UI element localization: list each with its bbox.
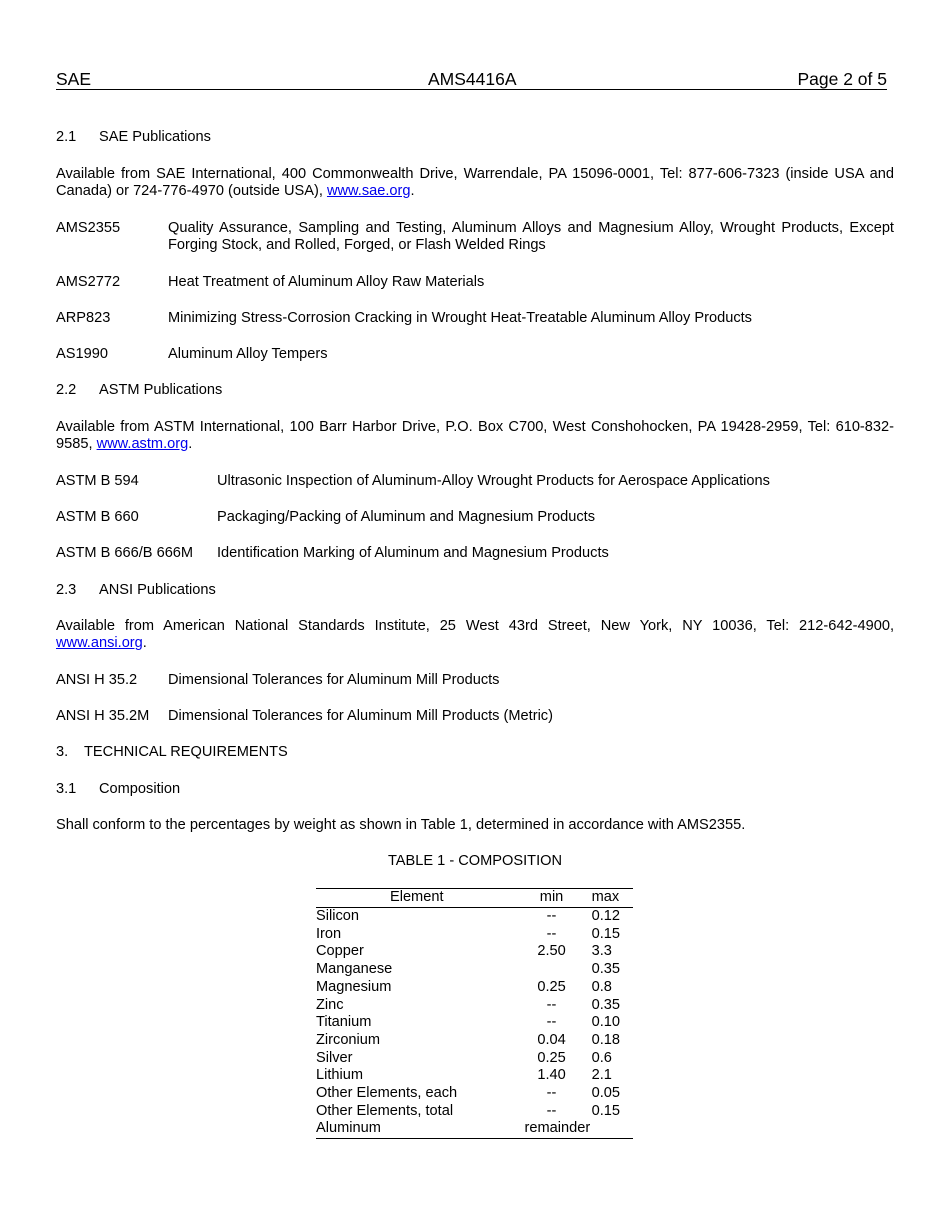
reference-code: ANSI H 35.2M	[56, 708, 150, 724]
min-cell: --	[546, 1102, 557, 1119]
table-row-aluminum	[316, 1120, 633, 1138]
reference-description: Packaging/Packing of Aluminum and Magnesium Products	[217, 509, 596, 525]
section-2-2-availability	[56, 419, 894, 453]
element-cell: Other Elements, total	[316, 1102, 454, 1119]
table-row	[316, 1014, 633, 1032]
section-title: Composition	[99, 781, 181, 797]
max-cell: 0.35	[591, 996, 620, 1013]
table-row	[316, 1103, 633, 1121]
element-cell: Copper	[316, 943, 364, 960]
table-row	[316, 943, 633, 961]
max-cell: 3.3	[591, 943, 612, 960]
reference-description: Dimensional Tolerances for Aluminum Mill Products (Metric)	[168, 708, 553, 724]
section-number: 2.1	[56, 129, 77, 145]
min-cell: 1.40	[537, 1067, 566, 1084]
element-cell: Titanium	[316, 1014, 372, 1031]
element-cell: Lithium	[316, 1067, 364, 1084]
section-2-1-availability	[56, 166, 894, 200]
element-cell: Manganese	[316, 961, 393, 978]
min-cell: 0.04	[537, 1031, 566, 1048]
header-doc-number: AMS4416A	[428, 69, 517, 89]
reference-description: Heat Treatment of Aluminum Alloy Raw Materials	[168, 274, 485, 290]
element-cell: Zirconium	[316, 1031, 381, 1048]
reference-code: ASTM B 660	[56, 509, 139, 525]
element-cell: Aluminum	[316, 1120, 517, 1138]
max-cell: 0.15	[591, 1102, 620, 1119]
reference-description: Dimensional Tolerances for Aluminum Mill Products	[168, 672, 500, 688]
reference-code: AS1990	[56, 346, 108, 362]
sae-link[interactable]: www.sae.org	[326, 183, 411, 199]
element-cell: Magnesium	[316, 978, 392, 995]
element-cell: Silver	[316, 1049, 353, 1066]
availability-text: Available from SAE International, 400 Commonwealth Drive, Warrendale, PA 15096-0001, Tel: 877-606-7323 (inside USA and Canada) or 724-776-4970 (outside USA),	[56, 166, 894, 199]
column-header-max: max	[586, 889, 633, 908]
element-cell: Other Elements, each	[316, 1085, 458, 1102]
reference-description: Quality Assurance, Sampling and Testing, Aluminum Alloys and Magnesium Alloy, Wrought Products, Except Forging Stock, and Rolled, Forged, or Flash Welded Rings	[168, 220, 894, 253]
reference-code: ASTM B 594	[56, 473, 139, 489]
section-2-3-heading	[56, 582, 216, 599]
max-cell: 0.35	[591, 961, 620, 978]
max-cell: 0.8	[591, 978, 612, 995]
section-title: ANSI Publications	[99, 582, 216, 598]
section-3-1-heading	[56, 781, 180, 798]
min-cell: --	[546, 908, 557, 924]
para-end: .	[142, 635, 147, 651]
section-title: ASTM Publications	[99, 382, 223, 398]
section-3-heading	[56, 744, 288, 761]
section-2-3-availability	[56, 618, 894, 652]
table-row	[316, 926, 633, 944]
max-cell: 0.18	[591, 1031, 620, 1048]
section-number: 3.1	[56, 781, 77, 797]
header-left: SAE	[56, 69, 92, 89]
remainder-cell: remainder	[517, 1120, 633, 1138]
reference-code: ASTM B 666/B 666M	[56, 545, 194, 561]
table-row	[316, 1067, 633, 1085]
min-cell: --	[546, 1085, 557, 1102]
reference-description: Identification Marking of Aluminum and Magnesium Products	[217, 545, 609, 561]
max-cell: 0.10	[591, 1014, 620, 1031]
table-title: TABLE 1 - COMPOSITION	[387, 853, 563, 869]
max-cell: 2.1	[591, 1067, 612, 1084]
max-cell: 0.6	[591, 1049, 612, 1066]
min-cell: 0.25	[537, 1049, 566, 1066]
reference-description: Minimizing Stress-Corrosion Cracking in Wrought Heat-Treatable Aluminum Alloy Products	[168, 310, 752, 326]
max-cell: 0.12	[591, 908, 620, 924]
max-cell: 0.15	[591, 925, 620, 942]
min-cell: 0.25	[537, 978, 566, 995]
composition-table	[316, 888, 633, 1139]
min-cell: --	[546, 925, 557, 942]
min-cell	[517, 961, 585, 979]
reference-code: ANSI H 35.2	[56, 672, 138, 688]
astm-link[interactable]: www.astm.org	[96, 436, 189, 452]
section-number: 2.2	[56, 382, 77, 398]
section-number: 2.3	[56, 582, 77, 598]
reference-code: ARP823	[56, 310, 111, 326]
section-3-1-text	[56, 817, 894, 834]
reference-description: Aluminum Alloy Tempers	[168, 346, 328, 362]
table-row	[316, 979, 633, 997]
table-row	[316, 1085, 633, 1103]
table-header-row	[316, 889, 633, 908]
reference-code: AMS2355	[56, 220, 121, 236]
table-row	[316, 908, 633, 926]
min-cell: --	[546, 996, 557, 1013]
section-title: TECHNICAL REQUIREMENTS	[84, 744, 288, 760]
header-page-number: Page 2 of 5	[797, 69, 887, 89]
para-end: .	[188, 436, 193, 452]
max-cell: 0.05	[591, 1085, 620, 1102]
element-cell: Zinc	[316, 996, 344, 1013]
availability-text: Available from ASTM International, 100 Barr Harbor Drive, P.O. Box C700, West Conshohocken, PA 19428-2959, Tel: 610-832-9585,	[56, 419, 894, 452]
reference-description: Ultrasonic Inspection of Aluminum-Alloy Wrought Products for Aerospace Applications	[217, 473, 770, 489]
min-cell: 2.50	[537, 943, 566, 960]
section-number: 3.	[56, 744, 69, 760]
section-2-1-heading	[56, 129, 211, 146]
column-header-min: min	[517, 889, 585, 908]
table-row	[316, 997, 633, 1015]
para-end: .	[410, 183, 415, 199]
section-2-2-heading	[56, 382, 222, 399]
page-header	[56, 69, 887, 90]
table-row	[316, 961, 633, 979]
composition-text: Shall conform to the percentages by weight as shown in Table 1, determined in accordance with AMS2355.	[56, 817, 746, 833]
element-cell: Iron	[316, 925, 342, 942]
availability-text: Available from American National Standards Institute, 25 West 43rd Street, New York, NY 10036, Tel: 212-642-4900,	[56, 618, 894, 634]
ansi-link[interactable]: www.ansi.org	[56, 635, 143, 651]
element-cell: Silicon	[316, 908, 359, 924]
table-row	[316, 1032, 633, 1050]
table-row	[316, 1050, 633, 1068]
section-title: SAE Publications	[99, 129, 211, 145]
min-cell: --	[546, 1014, 557, 1031]
column-header-element: Element	[316, 889, 517, 908]
reference-code: AMS2772	[56, 274, 121, 290]
